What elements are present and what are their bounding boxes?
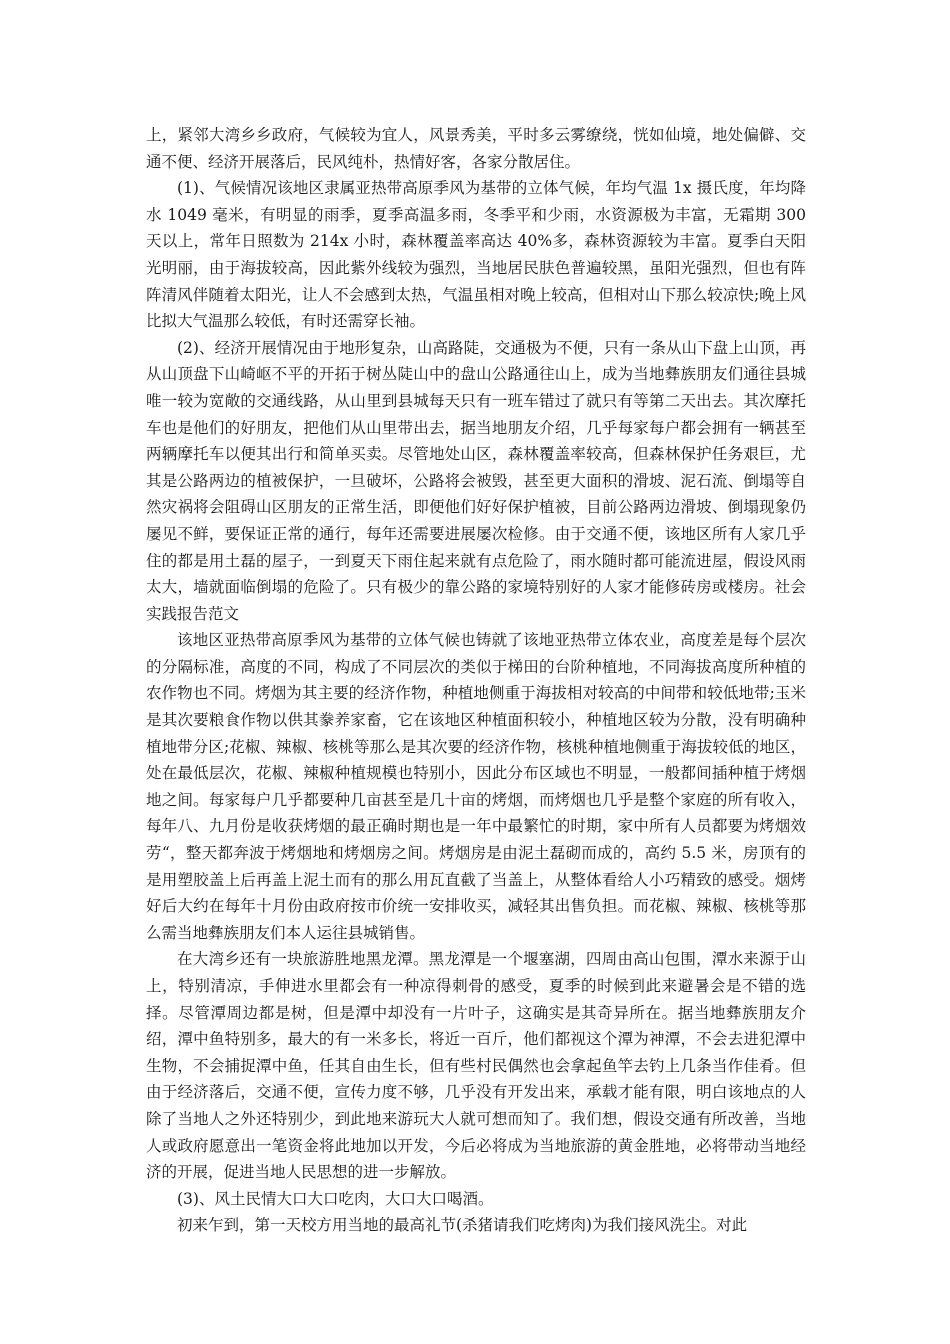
- document-body: [146, 122, 806, 1239]
- paragraph-black-dragon-pool: 在大湾乡还有一块旅游胜地黑龙潭。黑龙潭是一个堰塞湖，四周由高山包围，潭水来源于山上，特别清凉，手伸进水里都会有一种凉得刺骨的感受，夏季的时候到此来避暑会是不错的选择。尽管潭周边都是树，但是潭中却没有一片叶子，这确实是其奇异所在。据当地彝族朋友介绍，潭中鱼特别多，最大的有一米多长，将近一百斤，他们都视这个潭为神潭，不会去进犯潭中生物，不会捕捉潭中鱼，任其自由生长，但有些村民偶然也会拿起鱼竿去钓上几条当作佳肴。但由于经济落后，交通不便，宣传力度不够，几乎没有开发出来，承载才能有限，明白该地点的人除了当地人之外还特别少，到此地来游玩大人就可想而知了。我们想，假设交通有所改善，当地人或政府愿意出一笔资金将此地加以开发，今后必将成为当地旅游的黄金胜地，必将带动当地经济的开展，促进当地人民思想的进一步解放。: [146, 950, 806, 1182]
- paragraph-economy: (2)、经济开展情况由于地形复杂，山高路陡，交通极为不便，只有一条从山下盘上山顶，再从山顶盘下山崎岖不平的开拓于树丛陡山中的盘山公路通往山上，成为当地彝族朋友们通往县城唯一较为宽敞的交通线路，从山里到县城每天只有一班车错过了就只有等第二天出去。其次摩托车也是他们的好朋友，把他们从山里带出去，据当地朋友介绍，几乎每家每户都会拥有一辆甚至两辆摩托车以便其出行和简单买卖。尽管地处山区，森林覆盖率较高，但森林保护任务艰巨，尤其是公路两边的植被保护，一旦破坏，公路将会被毁，甚至更大面积的滑坡、泥石流、倒塌等自然灾祸将会阻碍山区朋友的正常生活，即便他们好好保护植被，目前公路两边滑坡、倒塌现象仍屡见不鲜，要保证正常的通行，每年还需要进展屡次检修。由于交通不便，该地区所有人家几乎住的都是用土磊的屋子，一到夏天下雨住起来就有点危险了，雨水随时都可能流进屋，假设风雨太大，墙就面临倒塌的危险了。只有极少的靠公路的家境特别好的人家才能修砖房或楼房。社会实践报告范文: [146, 338, 806, 623]
- paragraph-welcome: 初来乍到，第一天校方用当地的最高礼节(杀猪请我们吃烤肉)为我们接风洗尘。对此: [177, 1216, 748, 1235]
- paragraph-customs-heading: (3)、风土民情大口大口吃肉，大口大口喝酒。: [177, 1189, 494, 1208]
- paragraph-intro-continuation: 上，紧邻大湾乡乡政府，气候较为宜人，风景秀美，平时多云雾缭绕，恍如仙境，地处偏僻、交通不便、经济开展落后，民风纯朴，热情好客，各家分散居住。: [146, 126, 806, 171]
- paragraph-agriculture: 该地区亚热带高原季风为基带的立体气候也铸就了该地亚热带立体农业，高度差是每个层次的分隔标准，高度的不同，构成了不同层次的类似于梯田的台阶种植地，不同海拔高度所种植的农作物也不同。烤烟为其主要的经济作物，种植地侧重于海拔相对较高的中间带和较低地带;玉米是其次要粮食作物以供其豢养家畜，它在该地区种植面积较小，种植地区较为分散，没有明确种植地带分区;花椒、辣椒、核桃等那么是其次要的经济作物，核桃种植地侧重于海拔较低的地区，处在最低层次，花椒、辣椒种植规模也特别小，因此分布区域也不明显，一般都间插种植于烤烟地之间。每家每户几乎都要种几亩甚至是几十亩的烤烟，而烤烟也几乎是整个家庭的所有收入，每年八、九月份是收获烤烟的最正确时期也是一年中最繁忙的时期，家中所有人员都要为烤烟效劳“，整天都奔波于烤烟地和烤烟房之间。烤烟房是由泥土磊砌而成的，高约 5.5 米，房顶有的是用塑胶盖上后再盖上泥土而有的那么用瓦直截了当盖上，从整体看给人小巧精致的感受。烟烤好后大约在每年十月份由政府按市价统一安排收买，减轻其出售负担。而花椒、辣椒、核桃等那么需当地彝族朋友们本人运往县城销售。: [146, 631, 806, 942]
- paragraph-climate: (1)、气候情况该地区隶属亚热带高原季风为基带的立体气候，年均气温 1x 摄氏度，年均降水 1049 毫米，有明显的雨季，夏季高温多雨，冬季平和少雨，水资源极为丰富，无霜期 300 天以上，常年日照数为 214x 小时，森林覆盖率高达 40%多，森林资源较为丰富。夏季白天阳光明丽，由于海拔较高，因此紫外线较为强烈，当地居民肤色普遍较黑，虽阳光强烈，但也有阵阵清风伴随着太阳光，让人不会感到太热，气温虽相对晚上较高，但相对山下那么较凉快;晚上风比拟大气温那么较低，有时还需穿长袖。: [146, 179, 806, 331]
